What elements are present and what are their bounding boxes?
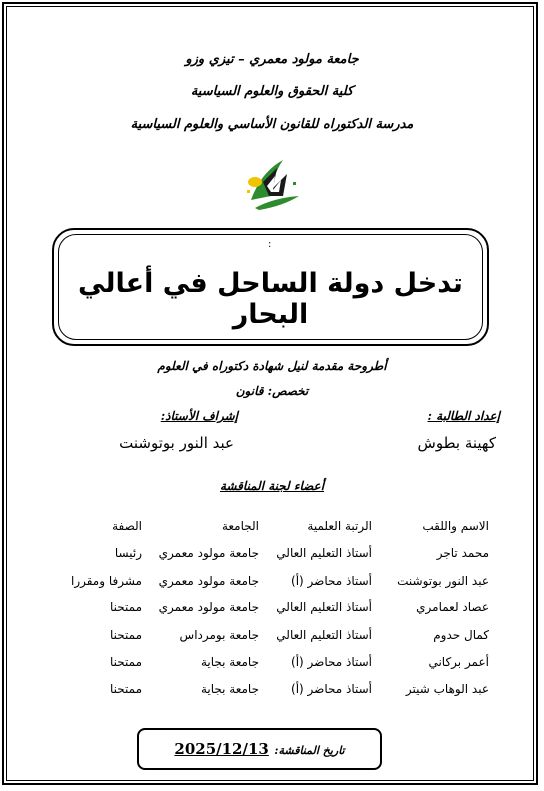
committee-row xyxy=(0,600,544,620)
student-name: كهينة بطوش xyxy=(417,434,496,452)
thesis-degree-line: أطروحة مقدمة لنيل شهادة دكتوراه في العلوم xyxy=(157,359,387,373)
member-university: جامعة بجاية xyxy=(200,655,259,669)
member-university: جامعة بجاية xyxy=(200,682,259,696)
committee-header-row xyxy=(0,519,544,539)
title-box-dot-top: : xyxy=(268,239,272,250)
member-name: عبد النور بوتوشنت xyxy=(397,574,489,588)
supervisor-label: إشراف الأستاذ: xyxy=(160,409,238,423)
member-name: عبد الوهاب شيتر xyxy=(405,682,489,696)
member-rank: أستاذ محاضر (أ) xyxy=(291,682,372,696)
member-university: جامعة مولود معمري xyxy=(158,600,259,614)
university-name: جامعة مولود معمري – تيزي وزو xyxy=(185,52,359,67)
header-rank: الرتبة العلمية xyxy=(307,519,372,533)
committee-row xyxy=(0,655,544,675)
supervisor-name: عبد النور بوتوشنت xyxy=(119,434,234,452)
member-name: كمال حدوم xyxy=(433,628,489,642)
member-university: جامعة بومرداس xyxy=(179,628,259,642)
doctoral-school-name: مدرسة الدكتوراه للقانون الأساسي والعلوم السياسية xyxy=(130,117,414,132)
member-role: ممتحنا xyxy=(109,600,142,614)
university-logo-icon xyxy=(243,152,305,212)
header-name: الاسم واللقب xyxy=(422,519,489,533)
committee-row xyxy=(0,574,544,594)
member-university: جامعة مولود معمري xyxy=(158,574,259,588)
member-role: مشرفا ومقررا xyxy=(70,574,142,588)
member-rank: أستاذ التعليم العالي xyxy=(276,546,372,560)
member-role: رئيسا xyxy=(114,546,142,560)
member-university: جامعة مولود معمري xyxy=(158,546,259,560)
defense-date-label: تاريخ المناقشة: xyxy=(274,744,345,757)
faculty-name: كلية الحقوق والعلوم السياسية xyxy=(190,84,354,99)
committee-title: أعضاء لجنة المناقشة xyxy=(219,479,325,493)
student-label: إعداد الطالبة : xyxy=(427,409,500,423)
member-role: ممتحنا xyxy=(109,655,142,669)
header-university: الجامعة xyxy=(221,519,259,533)
member-rank: أستاذ التعليم العالي xyxy=(276,628,372,642)
member-name: محمد تاجر xyxy=(436,546,489,560)
committee-row xyxy=(0,682,544,702)
defense-date-value: 2025/12/13 xyxy=(174,740,269,758)
member-name: أعمر بركاني xyxy=(428,655,489,669)
committee-row xyxy=(0,628,544,648)
header-role: الصفة xyxy=(112,519,142,533)
member-rank: أستاذ التعليم العالي xyxy=(276,600,372,614)
member-rank: أستاذ محاضر (أ) xyxy=(291,574,372,588)
thesis-specialty-line: تخصص: قانون xyxy=(235,384,309,398)
member-rank: أستاذ محاضر (أ) xyxy=(291,655,372,669)
member-name: عصاد لعمامري xyxy=(416,600,489,614)
thesis-title: تدخل دولة الساحل في أعالي البحار xyxy=(78,268,463,330)
member-role: ممتحنا xyxy=(109,628,142,642)
committee-row xyxy=(0,546,544,566)
defense-date-line xyxy=(137,739,382,758)
member-role: ممتحنا xyxy=(109,682,142,696)
